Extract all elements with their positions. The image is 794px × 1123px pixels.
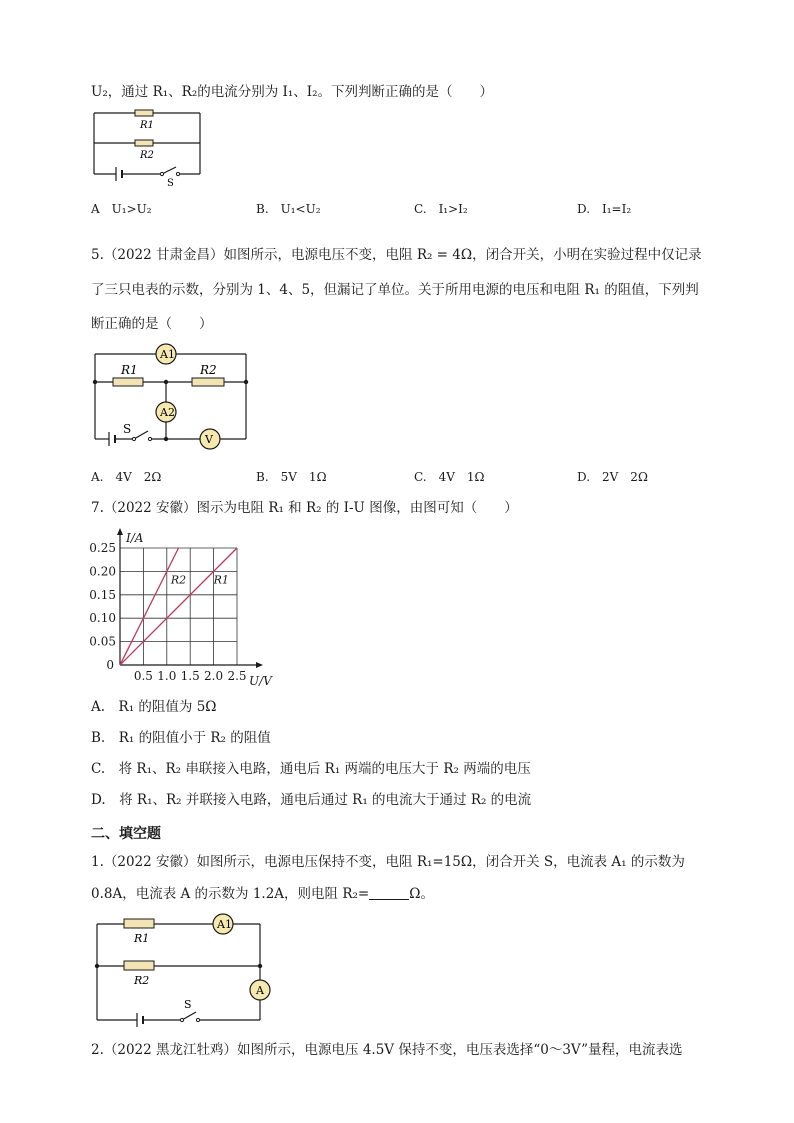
chart-y-tick-label: 0.05	[89, 634, 116, 649]
chart-series-label-r2: R2	[170, 573, 187, 587]
svg-text:A1: A1	[217, 918, 232, 931]
q4-r2-resistor	[135, 140, 153, 146]
q5-option-d[interactable]: D. 2V 2Ω	[577, 470, 648, 484]
chart-y-tick-label: 0.10	[89, 611, 116, 626]
q7-option-b[interactable]: B. R₁ 的阻值小于 R₂ 的阻值	[91, 730, 271, 746]
chart-x-tick-label: 1.0	[157, 669, 177, 683]
f1-answer-blank[interactable]	[369, 885, 409, 900]
chart-x-axis-arrow	[256, 662, 263, 668]
f1-stem-line2-after: Ω。	[409, 886, 434, 902]
svg-text:V: V	[205, 433, 213, 446]
q4-switch-label: S	[167, 178, 174, 189]
f1-r1-label: R1	[134, 932, 150, 945]
f1-stem-line2-before: 0.8A，电流表 A 的示数为 1.2A，则电阻 R₂=	[91, 886, 370, 902]
f1-r1-resistor	[124, 919, 154, 928]
q4-circuit-diagram	[90, 108, 206, 190]
chart-y-axis-arrow	[117, 528, 123, 535]
q5-r1-resistor	[113, 378, 143, 386]
chart-x-tick-label: 0.5	[133, 669, 153, 683]
q7-option-a[interactable]: A. R₁ 的阻值为 5Ω	[91, 699, 217, 715]
chart-x-tick-label: 1.5	[180, 669, 200, 683]
f2-stem-line1: 2.（2022 黑龙江牡鸡）如图所示，电源电压 4.5V 保持不变，电压表选择“0～3V”量程，电流表选	[91, 1042, 683, 1058]
q5-stem-line2: 了三只电表的示数，分别为 1、4、5，但漏记了单位。关于所用电源的电压和电阻 R₁ 的阻值，下列判	[91, 282, 699, 298]
q4-option-d[interactable]: D. I₁=I₂	[577, 202, 632, 216]
q7-stem: 7.（2022 安徽）图示为电阻 R₁ 和 R₂ 的 I-U 图像，由图可知（ ）	[91, 500, 518, 516]
f1-ammeter-a	[250, 980, 270, 1000]
chart-x-tick-label: 2.0	[204, 669, 224, 683]
chart-origin-label: 0	[106, 658, 114, 672]
q5-ammeter-a2	[156, 402, 176, 422]
f1-switch-label: S	[184, 998, 192, 1011]
q5-r2-label: R2	[200, 363, 217, 377]
section-heading-fill-blank: 二、填空题	[91, 826, 161, 842]
f1-circuit-diagram	[90, 910, 272, 1030]
q4-option-b[interactable]: B. U₁<U₂	[256, 202, 321, 216]
svg-text:A: A	[256, 984, 264, 997]
q5-option-c[interactable]: C. 4V 1Ω	[414, 470, 485, 484]
q7-option-d[interactable]: D. 将 R₁、R₂ 并联接入电路，通电后通过 R₁ 的电流大于通过 R₂ 的电流	[91, 792, 532, 808]
q4-r2-label: R2	[140, 150, 154, 161]
f1-r2-label: R2	[134, 974, 150, 987]
q5-switch-label: S	[123, 422, 132, 436]
q4-stem: U₂，通过 R₁、R₂的电流分别为 I₁、I₂。下列判断正确的是（ ）	[91, 84, 494, 100]
chart-y-tick-label: 0.20	[89, 564, 116, 579]
f1-stem-line1: 1.（2022 安徽）如图所示，电源电压保持不变，电阻 R₁=15Ω，闭合开关 S，电流表 A₁ 的示数为	[91, 854, 685, 870]
f1-ammeter-a1	[213, 914, 233, 934]
q5-option-a[interactable]: A. 4V 2Ω	[91, 470, 162, 484]
q5-option-b[interactable]: B. 5V 1Ω	[256, 470, 327, 484]
chart-y-tick-label: 0.15	[89, 587, 116, 602]
q5-r2-resistor	[192, 378, 224, 386]
q7-option-c[interactable]: C. 将 R₁、R₂ 串联接入电路，通电后 R₁ 两端的电压大于 R₂ 两端的电压	[91, 761, 531, 777]
iu-chart	[88, 524, 288, 689]
svg-text:A2: A2	[160, 406, 175, 419]
q5-circuit-diagram	[90, 342, 252, 450]
chart-x-tick-label: 2.5	[227, 669, 247, 683]
q4-r1-label: R1	[140, 120, 154, 131]
q5-ammeter-a1	[156, 344, 176, 364]
q4-option-c[interactable]: C. I₁>I₂	[414, 202, 468, 216]
chart-y-axis-label: I/A	[126, 531, 144, 545]
chart-x-axis-label: U/V	[249, 674, 272, 688]
q4-r1-resistor	[135, 110, 153, 116]
svg-text:A1: A1	[160, 348, 175, 361]
f1-stem-line2	[91, 884, 434, 904]
chart-series-label-r1: R1	[213, 573, 229, 587]
chart-y-tick-label: 0.25	[89, 541, 116, 555]
chart-series-line-r2	[120, 548, 179, 665]
q4-option-a[interactable]: A U₁>U₂	[91, 202, 152, 216]
q5-r1-label: R1	[121, 363, 138, 377]
f1-r2-resistor	[124, 961, 154, 970]
q5-voltmeter-v	[200, 429, 220, 449]
q5-stem-line3: 断正确的是（ ）	[91, 316, 213, 332]
chart-series-line-r1	[120, 548, 237, 665]
q5-stem-line1: 5.（2022 甘肃金昌）如图所示，电源电压不变，电阻 R₂ = 4Ω，闭合开关，小明在实验过程中仅记录	[91, 247, 702, 263]
